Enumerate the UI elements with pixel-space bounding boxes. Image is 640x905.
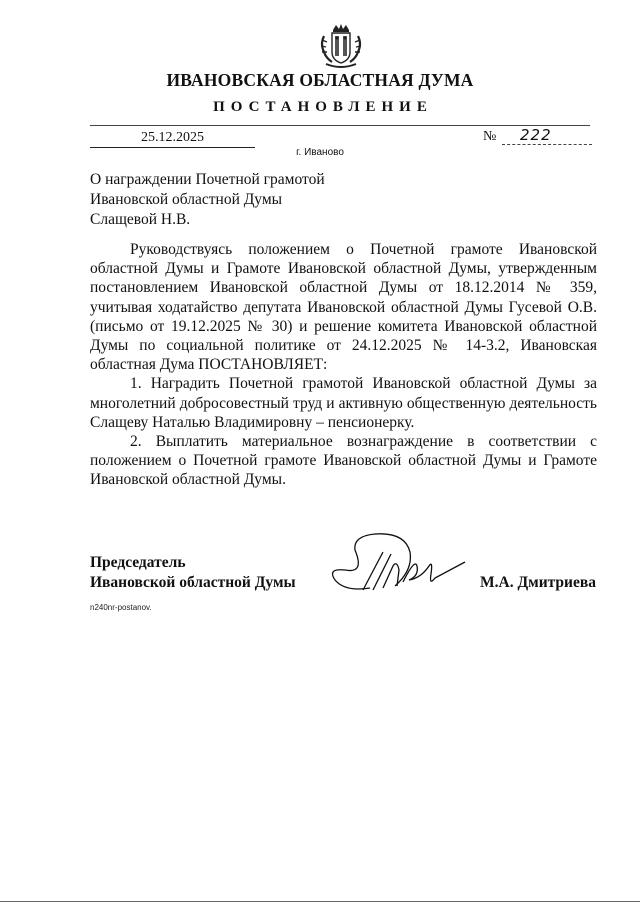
preamble-paragraph: Руководствуясь положением о Почетной грамоте Ивановской областной Думы и Грамоте Ивановской областной Думы, утвержденным постановлением Ивановской областной Думы от 18.12.2014 № 359, учитывая ходатайство депутата Ивановской областной Думы Гусевой О.В. (письмо от 19.12.2025 № 30) и решение комитета Ивановской областной Думы по социальной политике от 24.12.2025 № 14-3.2, Ивановская областная Дума ПОСТАНОВЛЯЕТ: bbox=[90, 241, 597, 374]
handwritten-signature-icon bbox=[325, 530, 475, 600]
signatory-title bbox=[90, 553, 296, 593]
number-label: № bbox=[483, 129, 497, 144]
signatory-name: М.А. Дмитриева bbox=[480, 574, 596, 591]
subject-line: О награждении Почетной грамотой bbox=[90, 171, 325, 188]
signatory-title-line2: Ивановской областной Думы bbox=[90, 574, 296, 591]
document-subject bbox=[90, 170, 325, 230]
document-type: ПОСТАНОВЛЕНИЕ bbox=[213, 99, 433, 115]
document-body bbox=[90, 240, 597, 490]
coat-of-arms-icon bbox=[316, 22, 366, 70]
city: г. Иваново bbox=[296, 147, 344, 158]
file-code: n240nr-postanov. bbox=[90, 603, 152, 612]
document-number: 222 bbox=[502, 126, 592, 145]
resolution-item-1: 1. Наградить Почетной грамотой Ивановской областной Думы за многолетний добросовестный труд и активную общественную деятельность Слащеву Наталью Владимировну – пенсионерку. bbox=[90, 375, 597, 431]
subject-line: Ивановской областной Думы bbox=[90, 191, 283, 208]
document-date: 25.12.2025 bbox=[90, 130, 255, 148]
page-bottom-edge bbox=[0, 901, 640, 902]
signatory-title-line1: Председатель bbox=[90, 554, 186, 571]
organization-title: ИВАНОВСКАЯ ОБЛАСТНАЯ ДУМА bbox=[166, 70, 474, 90]
subject-line: Слащевой Н.В. bbox=[90, 211, 191, 228]
resolution-item-2: 2. Выплатить материальное вознаграждение в соответствии с положением о Почетной грамоте Ивановской областной Думы и Грамоте Ивановской областной Думы. bbox=[90, 433, 597, 489]
